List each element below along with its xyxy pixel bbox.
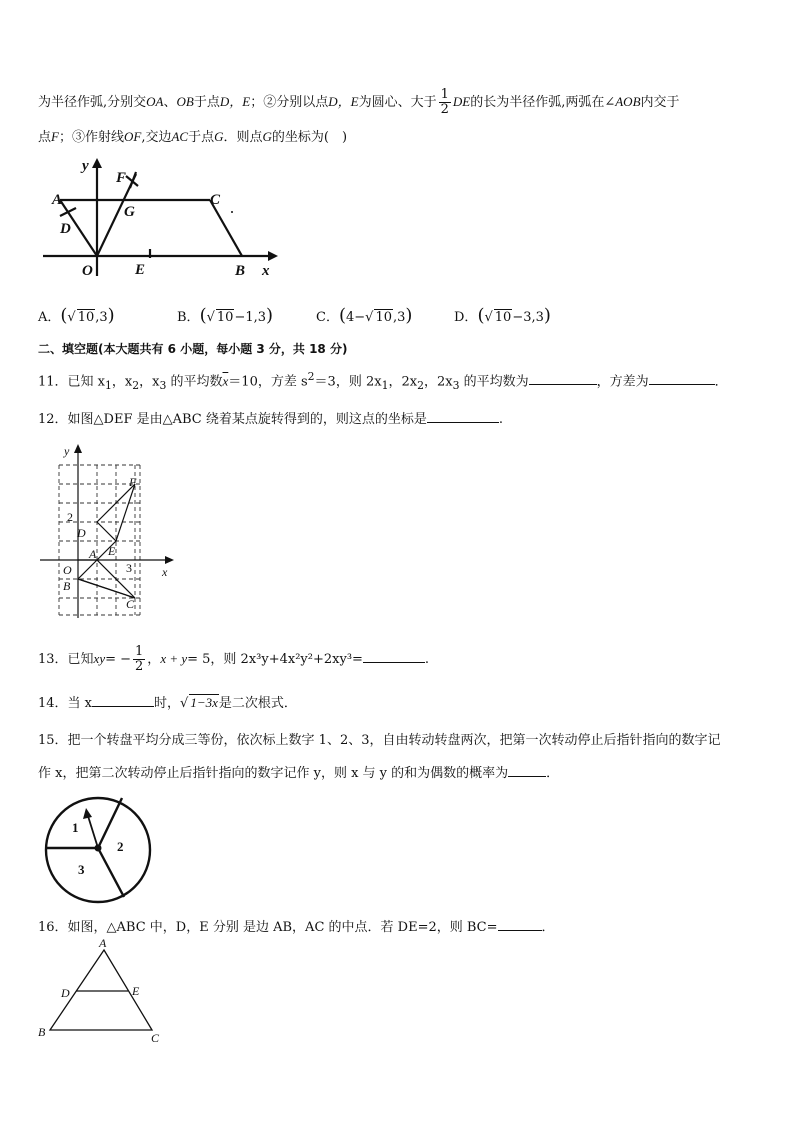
- q12-figure: [38, 440, 178, 620]
- q10-option-b[interactable]: B．(√ 10−1,3): [177, 305, 274, 326]
- label-two: 2: [67, 510, 73, 524]
- triangle-DEF: [97, 484, 135, 541]
- label-E: E: [135, 262, 146, 278]
- label-C: C: [210, 192, 221, 208]
- label-D: D: [61, 986, 70, 1000]
- fraction-one-half: $\frac{1}{2}$: [135, 644, 144, 674]
- label-B: B: [63, 579, 71, 593]
- x-axis-arrow: [268, 251, 278, 261]
- q15-answer-blank[interactable]: [508, 763, 546, 777]
- label-three: 3: [126, 561, 132, 575]
- label-B: B: [235, 263, 246, 279]
- label-x: x: [162, 565, 168, 579]
- label-C: C: [151, 1031, 160, 1045]
- q10-option-a[interactable]: A．(√ 10,3): [38, 305, 115, 326]
- segment-CB: [210, 200, 242, 256]
- q16: 16．如图，△ABC 中，D，E 分别 是边 AB，AC 的中点．若 DE=2，则 BC= ．: [38, 916, 555, 935]
- q13: 13．已知xy= − $\frac{1}{2}$ ，x + y= 5，则 2x³y+4x²y²+2xy³= .: [38, 644, 430, 674]
- q15-line2: 作 x，把第二次转动停止后指针指向的数字记作 y，则 x 与 y 的和为偶数的概率为 ．: [38, 762, 559, 781]
- pointer-arrow-icon: [83, 808, 92, 819]
- label-A: A: [99, 936, 107, 950]
- label-y: y: [82, 158, 89, 174]
- q14: 14．当 x 时，√ 1−3x是二次根式．: [38, 695, 297, 711]
- sector-label-1: 1: [72, 820, 79, 835]
- q15-spinner: [42, 794, 154, 906]
- q16-figure: [36, 936, 166, 1048]
- label-O: O: [63, 563, 72, 577]
- fraction-one-half: $\frac{1}{2}$: [440, 87, 449, 117]
- pointer: [88, 816, 98, 848]
- q14-answer-blank[interactable]: [92, 693, 154, 707]
- q12: 12．如图△DEF 是由△ABC 绕着某点旋转得到的，则这点的坐标是 .: [38, 408, 503, 427]
- label-G: G: [124, 204, 135, 220]
- label-B: B: [38, 1025, 46, 1039]
- label-O: O: [82, 263, 93, 279]
- label-E: E: [132, 984, 140, 998]
- section-heading: 二、填空题(本大题共有 6 小题，每小题 3 分，共 18 分): [38, 342, 348, 356]
- label-A: A: [52, 192, 63, 208]
- arc-mark-D: [60, 208, 76, 216]
- q10-figure: [38, 152, 288, 280]
- y-axis-arrow: [92, 158, 102, 168]
- q11-answer-blank-1[interactable]: [529, 371, 597, 385]
- label-y: y: [64, 444, 70, 458]
- q15-line1: 15．把一个转盘平均分成三等份，依次标上数字 1、2、3，自由转动转盘两次，把第一次转动停止后指针指向的数字记: [38, 733, 721, 748]
- q13-answer-blank[interactable]: [363, 649, 425, 663]
- q10-line2: 点F；③作射线OF,交边AC于点G．则点G的坐标为( ): [38, 129, 348, 145]
- label-F: F: [129, 475, 137, 489]
- q16-answer-blank[interactable]: [498, 917, 542, 931]
- q11: 11．已知 $x_1$，$x_2$，$x_3$ 的平均数$\overline{x}=10$，方差 $s^2=3$，则 $2x_1$，$2x_2$，$2x_3$ 的平均数为 ，方差为 ．: [38, 370, 728, 392]
- sector-label-2: 2: [117, 839, 124, 854]
- q11-answer-blank-2[interactable]: [649, 371, 715, 385]
- label-x: x: [262, 263, 270, 279]
- label-E: E: [108, 544, 116, 558]
- label-F: F: [116, 170, 127, 186]
- q10-option-d[interactable]: D．(√ 10−3,3): [454, 305, 551, 326]
- q10-option-c[interactable]: C．(4−√ 10,3): [316, 305, 413, 326]
- label-D: D: [60, 221, 71, 237]
- label-A: A: [89, 547, 97, 561]
- q12-answer-blank[interactable]: [427, 409, 499, 423]
- q10-line1: 为半径作弧,分别交OA、OB于点D，E；②分别以点D，E为圆心、大于 $\frac{1}{2}$ DE的长为半径作弧,两弧在∠AOB内交于: [38, 87, 680, 117]
- label-D: D: [77, 526, 86, 540]
- sector-label-3: 3: [78, 862, 85, 877]
- label-C: C: [126, 597, 135, 611]
